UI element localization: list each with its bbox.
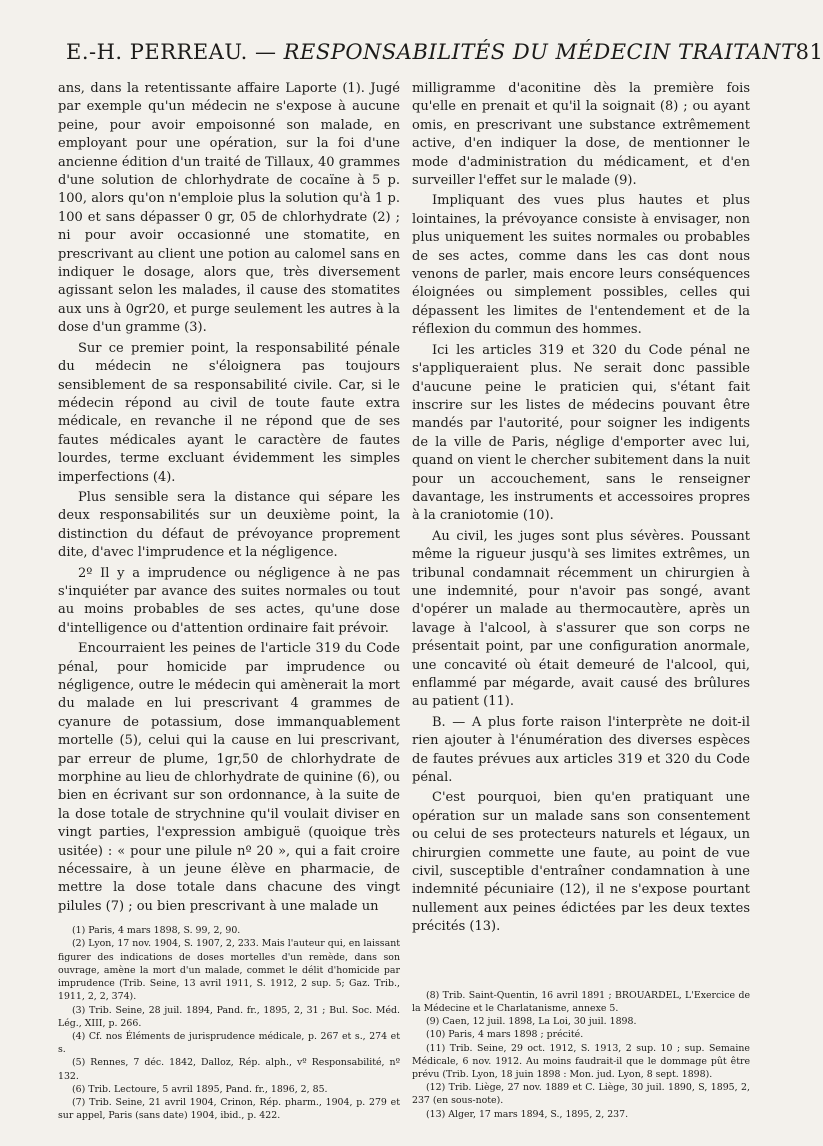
footnote-4: (4) Cf. nos Éléments de jurisprudence médicale, p. 267 et s., 274 et s. — [58, 1030, 400, 1056]
left-paragraph-5: Encourraient les peines de l'article 319 du Code pénal, pour homicide par imprudence ou négligence, outre le médecin qui amènerait la mort du malade en lui prescrivant 4 grammes de cyanure de potassium, dose immanquablement mortelle (5), celui qui la cause en lui prescrivant, par erreur de plume, 1gr,50 de chlorhydrate de morphine au lieu de chlorhydrate de quinine (6), ou bien en écrivant sur son ordonnance, à la suite de la dose totale de strychnine qu'il voulait diviser en vingt parties, l'expression ambiguë (quoique très usitée) : « pour une pilule nº 20 », qui a fait croire nécessaire, à un jeune élève en pharmacie, de mettre la dose totale dans chacune des vingt pilules (7) ; ou bien prescrivant à une malade un — [58, 641, 400, 914]
footnote-13: (13) Alger, 17 mars 1894, S., 1895, 2, 237. — [426, 1108, 629, 1120]
running-header — [66, 40, 823, 64]
footnote-3: (3) Trib. Seine, 28 juil. 1894, Pand. fr., 1895, 2, 31 ; Bul. Soc. Méd. Lég., XIII, p. 266. — [58, 1004, 400, 1029]
header-author-title — [66, 40, 796, 64]
right-paragraph-4: Au civil, les juges sont plus sévères. Poussant même la rigueur jusqu'à ses limites extrêmes, un tribunal condamnait récemment un chirurgien à une indemnité, pour n'avoir pas songé, avant d'opérer un malade au thermocautère, après un lavage à l'alcool, à s'assurer que son corps ne présentait point, par une configuration anormale, une concavité où était demeuré de l'alcool, qui, enflammé par mégarde, avait causé des brûlures au patient (11). — [412, 528, 750, 710]
footnote-2: (2) Lyon, 17 nov. 1904, S. 1907, 2, 233. Mais l'auteur qui, en laissant figurer des indications de doses mortelles d'un remède, dans son ouvrage, amène la mort d'un malade, commet le délit d'homicide par imprudence (Trib. Seine, 13 avril 1911, S. 1912, 2 sup. 5; Gaz. Trib., 1911, 2, 2, 374). — [58, 938, 400, 1003]
right-paragraph-5: B. — A plus forte raison l'interprète ne doit-il rien ajouter à l'énumération des diverses espèces de fautes prévues aux articles 319 et 320 du Code pénal. — [412, 714, 750, 786]
page-number: 81 — [795, 40, 823, 64]
footnote-5: (5) Rennes, 7 déc. 1842, Dalloz, Rép. alph., vº Responsabilité, nº 132. — [58, 1057, 400, 1082]
footnote-9: (9) Caen, 12 juil. 1898, La Loi, 30 juil. 1898. — [426, 1016, 637, 1028]
header-dash: — — [254, 40, 277, 64]
right-column — [412, 80, 750, 1121]
right-paragraph-2: Impliquant des vues plus hautes et plus lointaines, la prévoyance consiste à envisager, non plus uniquement les suites normales ou probables de ses actes, comme dans les cas dont nous venons de parler, mais encore leurs conséquences éloignées ou simplement possibles, celles qui dépassent les limites de l'entendement et de la réflexion du commun des hommes. — [412, 193, 750, 338]
footnote-1: (1) Paris, 4 mars 1898, S. 99, 2, 90. — [72, 925, 241, 937]
right-paragraph-6: C'est pourquoi, bien qu'en pratiquant une opération sur un malade sans son consentement ou celui de ses protecteurs naturels et légaux, un chirurgien commette une faute, au point de vue civil, susceptible d'entraîner condamnation à une indemnité pécuniaire (12), il ne s'expose pourtant nullement aux peines édictées par les deux textes précités (13). — [412, 790, 750, 935]
footnote-8: (8) Trib. Saint-Quentin, 16 avril 1891 ; BROUARDEL, L'Exercice de la Médecine et le Charlatanisme, annexe 5. — [412, 989, 750, 1014]
right-paragraph-3: Ici les articles 319 et 320 du Code pénal ne s'appliqueraient plus. Ne serait donc passible d'aucune peine le praticien qui, s'étant fait inscrire sur les listes de médecins pouvant être mandés par l'autorité, pour soigner les indigents de la ville de Paris, néglige d'emporter avec lui, quand on vient le chercher subitement dans la nuit pour un accouchement, sans le renseigner davantage, les instruments et accessoires propres à la craniotomie (10). — [412, 342, 750, 524]
header-author: E.-H. PERREAU. — [66, 40, 248, 64]
footnote-7: (7) Trib. Seine, 21 avril 1904, Crinon, Rép. pharm., 1904, p. 279 et sur appel, Paris (sans date) 1904, ibid., p. 422. — [58, 1096, 400, 1122]
left-column — [58, 80, 400, 1122]
left-paragraph-3: Plus sensible sera la distance qui sépare les deux responsabilités sur un deuxième point, la distinction du défaut de prévoyance proprement dite, d'avec l'imprudence et la négligence. — [58, 489, 400, 561]
footnote-11: (11) Trib. Seine, 29 oct. 1912, S. 1913, 2 sup. 10 ; sup. Semaine Médicale, 6 nov. 1912. Au moins faudrait-il que le dommage pût être prévu (Trib. Lyon, 18 juin 1898 : Mon. jud. Lyon, 8 sept. 1898). — [412, 1042, 750, 1080]
left-body-text — [58, 80, 400, 916]
footnote-12: (12) Trib. Liège, 27 nov. 1889 et C. Liège, 30 juil. 1890, S, 1895, 2, 237 (en sous-note). — [412, 1082, 750, 1107]
left-footnotes — [58, 924, 400, 1122]
right-footnotes — [412, 989, 750, 1121]
right-paragraph-1: milligramme d'aconitine dès la première fois qu'elle en prenait et qu'il la soignait (8) ; ou ayant omis, en prescrivant une substance extrêmement active, d'en indiquer la dose, de mentionner le mode d'administration du médicament, et d'en surveiller l'effet sur le malade (9). — [412, 81, 750, 189]
left-paragraph-4: 2º Il y a imprudence ou négligence à ne pas s'inquiéter par avance des suites normales ou tout au moins probables de ses actes, qu'une dose d'intelligence ou d'attention ordinaire fait prévoir. — [58, 565, 400, 636]
header-title: RESPONSABILITÉS DU MÉDECIN TRAITANT — [283, 40, 796, 64]
footnote-10: (10) Paris, 4 mars 1898 ; précité. — [426, 1029, 584, 1041]
left-paragraph-1: ans, dans la retentissante affaire Laporte (1). Jugé par exemple qu'un médecin ne s'expose à aucune peine, pour avoir empoisonné son malade, en employant pour une opération, sur la foi d'une ancienne édition d'un traité de Tillaux, 40 grammes d'une solution de chlorhydrate de cocaïne à 5 p. 100, alors qu'on n'emploie plus la solution qu'à 1 p. 100 et sans dépasser 0 gr, 05 de chlorhydrate (2) ; ni pour avoir occasionné une stomatite, en prescrivant au client une potion au calomel sans en indiquer le dosage, alors que, très diversement agissant selon les malades, il cause des stomatites aux uns à 0gr20, et purge seulement les autres à la dose d'un gramme (3). — [58, 81, 400, 336]
right-body-text — [412, 80, 750, 937]
footnote-6: (6) Trib. Lectoure, 5 avril 1895, Pand. fr., 1896, 2, 85. — [72, 1083, 328, 1095]
left-paragraph-2: Sur ce premier point, la responsabilité pénale du médecin ne s'éloignera pas toujours sensiblement de sa responsabilité civile. Car, si le médecin répond au civil de toute faute extra médicale, en revanche il ne répond que de ses fautes médicales ayant le caractère de fautes lourdes, terme excluant évidemment les simples imperfections (4). — [58, 340, 400, 485]
